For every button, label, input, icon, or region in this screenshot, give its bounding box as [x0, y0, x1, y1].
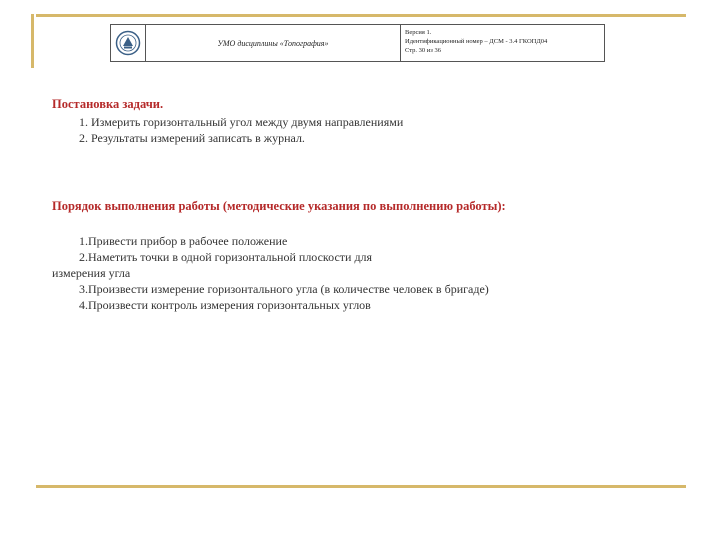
step-3: 3.Произвести измерение горизонтального угла (в количестве человек в бригаде): [79, 282, 489, 296]
course-title: УМО дисциплины «Топография»: [146, 25, 401, 62]
left-rule: [31, 14, 34, 68]
step-4: 4.Произвести контроль измерения горизонтальных углов: [79, 298, 371, 312]
step-2: 2.Наметить точки в одной горизонтальной плоскости для: [79, 250, 373, 264]
page-number: Стр. 30 из 36: [405, 47, 441, 54]
top-rule: [36, 14, 686, 17]
university-emblem-icon: [115, 30, 141, 56]
procedure-steps: [52, 233, 489, 313]
logo-cell: [111, 25, 146, 62]
task-list: [52, 114, 403, 146]
bottom-rule: [36, 485, 686, 488]
task-heading: Постановка задачи.: [52, 97, 164, 111]
task-item-2: 2. Результаты измерений записать в журнал.: [79, 131, 305, 145]
task-item-1: 1. Измерить горизонтальный угол между двумя направлениями: [79, 115, 404, 129]
identification-number: Идентификационный номер – ДСМ - 3.4 ГКОПД04: [405, 38, 548, 45]
step-2-continuation: измерения угла: [52, 266, 131, 280]
procedure-heading: Порядок выполнения работы (методические указания по выполнению работы):: [52, 199, 506, 213]
document-meta: [401, 25, 605, 62]
version-label: Версия 1.: [405, 29, 432, 36]
step-1: 1.Привести прибор в рабочее положение: [79, 234, 288, 248]
header-table: [110, 24, 605, 62]
